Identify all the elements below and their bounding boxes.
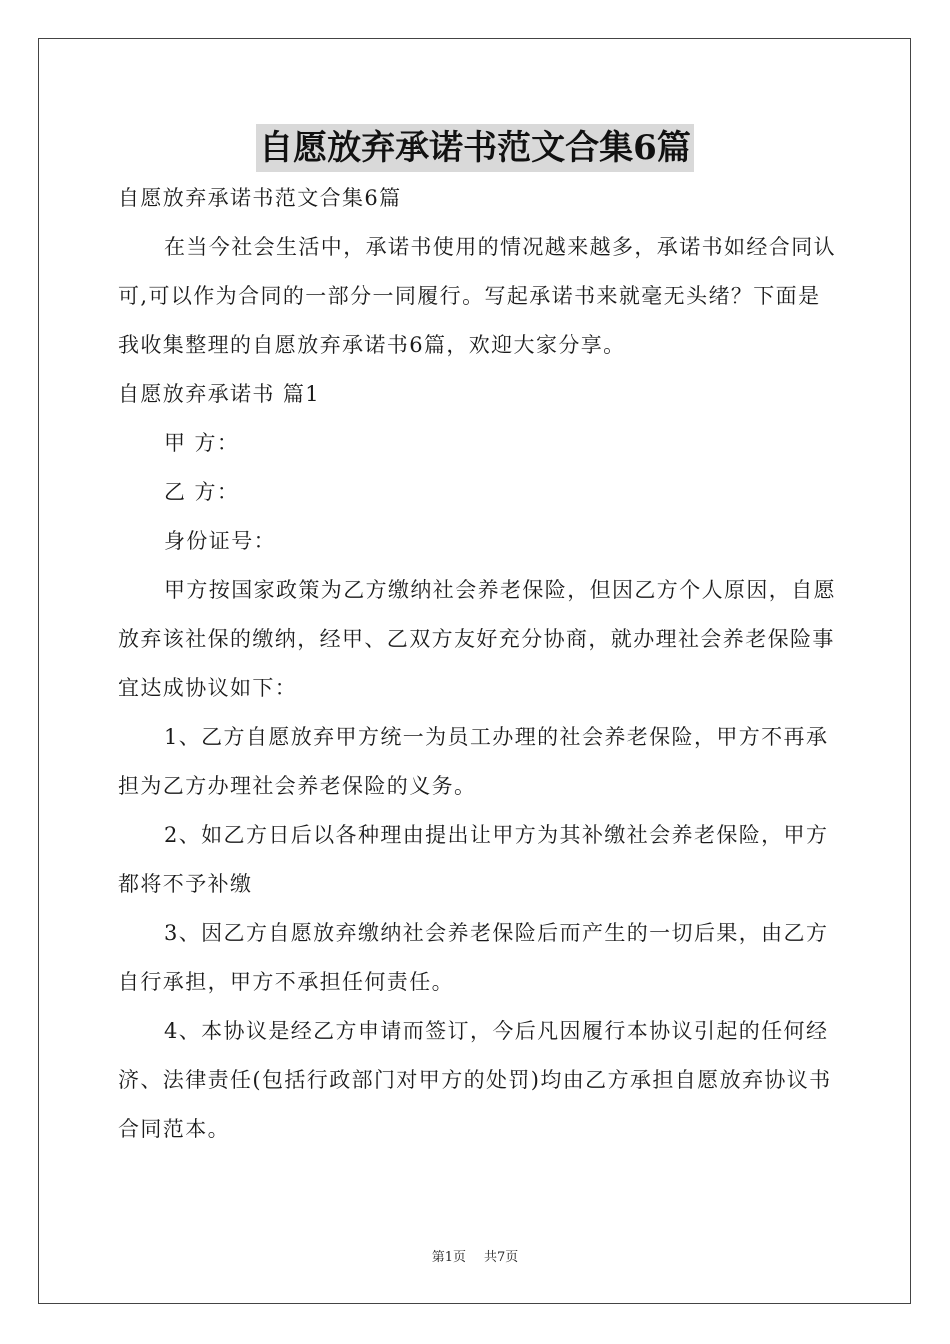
page-total: 共7页 bbox=[484, 1250, 519, 1265]
subtitle-line: 自愿放弃承诺书范文合集6篇 bbox=[118, 186, 402, 210]
document-title: 自愿放弃承诺书范文合集6篇 bbox=[256, 124, 694, 172]
party-a-field: 甲 方： bbox=[164, 431, 240, 455]
clause-3: 3、因乙方自愿放弃缴纳社会养老保险后而产生的一切后果，由乙方自行承担，甲方不承担任何责任。 bbox=[118, 921, 829, 994]
party-b-field: 乙 方： bbox=[164, 480, 240, 504]
intro-paragraph: 在当今社会生活中，承诺书使用的情况越来越多，承诺书如经合同认可,可以作为合同的一部分一同履行。写起承诺书来就毫无头绪？下面是我收集整理的自愿放弃承诺书6篇，欢迎大家分享。 bbox=[118, 235, 836, 357]
clause-1: 1、乙方自愿放弃甲方统一为员工办理的社会养老保险，甲方不再承担为乙方办理社会养老保险的义务。 bbox=[118, 725, 829, 798]
page-footer bbox=[0, 1246, 950, 1265]
section-heading: 自愿放弃承诺书 篇1 bbox=[118, 382, 321, 406]
document-body bbox=[118, 174, 840, 1154]
title-container bbox=[0, 124, 950, 172]
agreement-preamble: 甲方按国家政策为乙方缴纳社会养老保险，但因乙方个人原因，自愿放弃该社保的缴纳，经甲、乙双方友好充分协商，就办理社会养老保险事宜达成协议如下： bbox=[118, 578, 836, 700]
clause-4: 4、本协议是经乙方申请而签订，今后凡因履行本协议引起的任何经济、法律责任(包括行政部门对甲方的处罚)均由乙方承担自愿放弃协议书合同范本。 bbox=[118, 1019, 832, 1141]
page-current: 第1页 bbox=[431, 1250, 466, 1265]
id-number-field: 身份证号： bbox=[164, 529, 276, 553]
clause-2: 2、如乙方日后以各种理由提出让甲方为其补缴社会养老保险，甲方都将不予补缴 bbox=[118, 823, 829, 896]
